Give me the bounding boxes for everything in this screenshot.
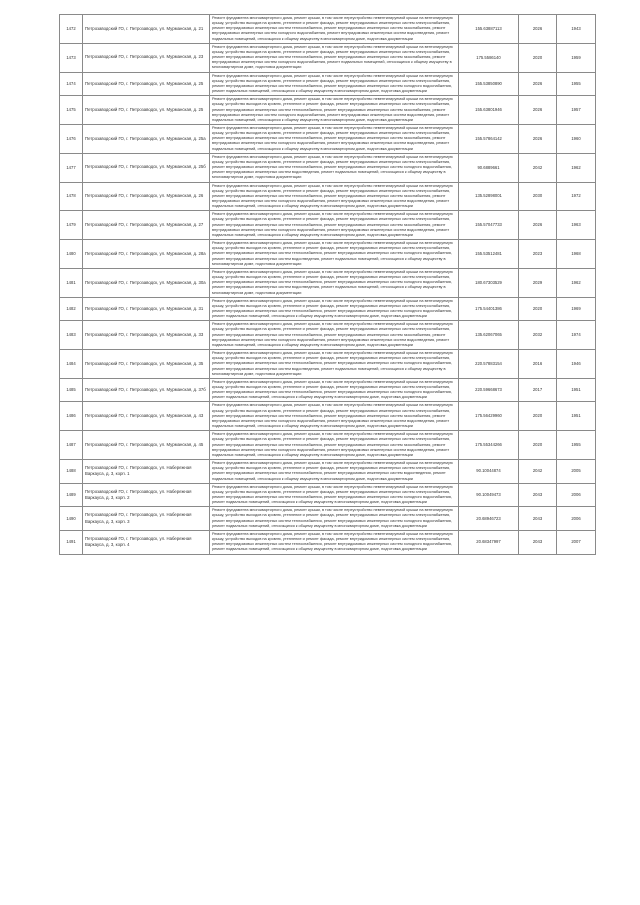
cost-value-cell: 220.59668673 [459,378,519,402]
cost-value-cell: 155.57047733 [459,211,519,240]
build-year-cell: 1943 [557,15,596,44]
address-cell: Петрозаводский ГО, г. Петрозаводск, ул. Мурманская, д. 23 [83,43,210,72]
row-number-cell: 1480 [60,240,83,269]
works-description-cell: Ремонт фундамента многоквартирного дома, ремонт крыши, в том числе переустройство невентилируемой крыши на вентилируемую крышу, устройство выходов на кровлю, утепление и ремонт фасада, ремонт внутридомовых инженерных систем электроснабжения, ремонт внутридомовых инженерных систем теплоснабжения, ремонт внутридомовых инженерных систем холодного водоснабжения, ремонт подвальных помещений, относящихся к общему имуществу в многоквартирном доме, подготовка документации [210,483,459,507]
row-number-cell: 1485 [60,378,83,402]
works-description-cell: Ремонт фундамента многоквартирного дома, ремонт крыши, в том числе переустройство невентилируемой крыши на вентилируемую крышу, устройство выходов на кровлю, утепление и ремонт фасада, ремонт внутридомовых инженерных систем электроснабжения, ремонт внутридомовых инженерных систем теплоснабжения, ремонт внутридомовых инженерных систем водоотведения, ремонт подвальных помещений, относящихся к общему имуществу в многоквартирном доме, подготовка документации [210,460,459,484]
works-description-cell: Ремонт фундамента многоквартирного дома, ремонт крыши, в том числе переустройство невентилируемой крыши на вентилируемую крышу, устройство выходов на кровлю, утепление и ремонт фасада, ремонт внутридомовых инженерных систем электроснабжения, ремонт внутридомовых инженерных систем теплоснабжения, ремонт внутридомовых инженерных систем газоснабжения, ремонт внутридомовых инженерных систем холодного водоснабжения, ремонт внутридомовых инженерных систем водоотведения, ремонт подвальных помещений, относящихся к общему имуществу в многоквартирном доме, подготовка документации [210,182,459,211]
planned-year-cell: 2026 [519,72,557,96]
table-row [60,15,596,44]
address-cell: Петрозаводский ГО, г. Петрозаводск, ул. Мурманская, д. 45 [83,431,210,460]
planned-year-cell: 2030 [519,182,557,211]
cost-value-cell: 90.10049473 [459,483,519,507]
cost-value-cell: 180.67303529 [459,268,519,297]
build-year-cell: 1972 [557,182,596,211]
address-cell: Петрозаводский ГО, г. Петрозаводск, ул. Мурманская, д. 30а [83,268,210,297]
row-number-cell: 1490 [60,507,83,531]
address-cell: Петрозаводский ГО, г. Петрозаводск, ул. Мурманская, д. 37б [83,378,210,402]
table-row [60,483,596,507]
row-number-cell: 1491 [60,530,83,554]
table-row [60,297,596,321]
capital-repair-table [59,14,596,555]
planned-year-cell: 2020 [519,431,557,460]
cost-value-cell: 20.68347997 [459,530,519,554]
address-cell: Петрозаводский ГО, г. Петрозаводск, ул. Мурманская, д. 27 [83,211,210,240]
table-row [60,43,596,72]
build-year-cell: 1960 [557,124,596,153]
table-row [60,124,596,153]
row-number-cell: 1479 [60,211,83,240]
address-cell: Петрозаводский ГО, г. Петрозаводск, ул. Набережная Варкауса, д. 3, корп. 4 [83,530,210,554]
cost-value-cell: 175.56429960 [459,402,519,431]
build-year-cell: 1951 [557,402,596,431]
works-description-cell: Ремонт фундамента многоквартирного дома, ремонт крыши, в том числе переустройство невентилируемой крыши на вентилируемую крышу, устройство выходов на кровлю, утепление и ремонт фасада, ремонт внутридомовых инженерных систем электроснабжения, ремонт внутридомовых инженерных систем теплоснабжения, ремонт внутридомовых инженерных систем газоснабжения, ремонт внутридомовых инженерных систем холодного водоснабжения, ремонт внутридомовых инженерных систем водоотведения, ремонт подвальных помещений, относящихся к общему имуществу в многоквартирном доме, подготовка документации [210,96,459,125]
row-number-cell: 1488 [60,460,83,484]
planned-year-cell: 2020 [519,43,557,72]
build-year-cell: 1969 [557,297,596,321]
works-description-cell: Ремонт фундамента многоквартирного дома, ремонт крыши, в том числе переустройство невентилируемой крыши на вентилируемую крышу, устройство выходов на кровлю, утепление и ремонт фасада, ремонт внутридомовых инженерных систем электроснабжения, ремонт внутридомовых инженерных систем теплоснабжения, ремонт внутридомовых инженерных систем холодного водоснабжения, ремонт подвальных помещений, относящихся к общему имуществу в многоквартирном доме, подготовка документации [210,378,459,402]
row-number-cell: 1482 [60,297,83,321]
cost-value-cell: 135.52898001 [459,182,519,211]
row-number-cell: 1474 [60,72,83,96]
row-number-cell: 1472 [60,15,83,44]
works-description-cell: Ремонт фундамента многоквартирного дома, ремонт крыши, в том числе переустройство невентилируемой крыши на вентилируемую крышу, устройство выходов на кровлю, утепление и ремонт фасада, ремонт внутридомовых инженерных систем электроснабжения, ремонт внутридомовых инженерных систем теплоснабжения, ремонт внутридомовых инженерных систем холодного водоснабжения, ремонт подвальных помещений, относящихся к общему имуществу в многоквартирном доме, подготовка документации [210,530,459,554]
build-year-cell: 1946 [557,350,596,379]
planned-year-cell: 2043 [519,507,557,531]
table-body [60,15,596,555]
build-year-cell: 1962 [557,153,596,182]
address-cell: Петрозаводский ГО, г. Петрозаводск, ул. Набережная Варкауса, д. 3, корп. 2 [83,483,210,507]
cost-value-cell: 135.62067065 [459,321,519,350]
build-year-cell: 2005 [557,460,596,484]
table-row [60,268,596,297]
planned-year-cell: 2043 [519,483,557,507]
works-description-cell: Ремонт фундамента многоквартирного дома, ремонт крыши, в том числе переустройство невентилируемой крыши на вентилируемую крышу, устройство выходов на кровлю, утепление и ремонт фасада, ремонт внутридомовых инженерных систем электроснабжения, ремонт внутридомовых инженерных систем теплоснабжения, ремонт внутридомовых инженерных систем газоснабжения, ремонт внутридомовых инженерных систем холодного водоснабжения, ремонт внутридомовых инженерных систем водоотведения, ремонт подвальных помещений, относящихся к общему имуществу в многоквартирном доме, подготовка документации [210,124,459,153]
planned-year-cell: 2020 [519,297,557,321]
table-row [60,402,596,431]
build-year-cell: 2006 [557,483,596,507]
address-cell: Петрозаводский ГО, г. Петрозаводск, ул. Мурманская, д. 25 [83,96,210,125]
address-cell: Петрозаводский ГО, г. Петрозаводск, ул. Мурманская, д. 25а [83,124,210,153]
planned-year-cell: 2023 [519,240,557,269]
cost-value-cell: 20.68946723 [459,507,519,531]
build-year-cell: 2007 [557,530,596,554]
planned-year-cell: 2026 [519,124,557,153]
planned-year-cell: 2042 [519,153,557,182]
table-row [60,507,596,531]
build-year-cell: 1959 [557,43,596,72]
cost-value-cell: 175.54401386 [459,297,519,321]
register-table-page [59,14,581,555]
planned-year-cell: 2042 [519,460,557,484]
cost-value-cell: 175.5586140 [459,43,519,72]
row-number-cell: 1481 [60,268,83,297]
build-year-cell: 2006 [557,507,596,531]
cost-value-cell: 90.6889661 [459,153,519,182]
table-row [60,211,596,240]
table-row [60,153,596,182]
planned-year-cell: 2026 [519,15,557,44]
works-description-cell: Ремонт фундамента многоквартирного дома, ремонт крыши, в том числе переустройство невентилируемой крыши на вентилируемую крышу, устройство выходов на кровлю, утепление и ремонт фасада, ремонт внутридомовых инженерных систем электроснабжения, ремонт внутридомовых инженерных систем теплоснабжения, ремонт внутридомовых инженерных систем холодного водоснабжения, ремонт подвальных помещений, относящихся к общему имуществу в многоквартирном доме, подготовка документации [210,297,459,321]
cost-value-cell: 175.55344266 [459,431,519,460]
build-year-cell: 1962 [557,268,596,297]
works-description-cell: Ремонт фундамента многоквартирного дома, ремонт крыши, в том числе переустройство невентилируемой крыши на вентилируемую крышу, устройство выходов на кровлю, утепление и ремонт фасада, ремонт внутридомовых инженерных систем электроснабжения, ремонт внутридомовых инженерных систем теплоснабжения, ремонт внутридомовых инженерных систем газоснабжения, ремонт внутридомовых инженерных систем холодного водоснабжения, ремонт внутридомовых инженерных систем водоотведения, ремонт подвальных помещений, относящихся к общему имуществу в многоквартирном доме, подготовка документации [210,402,459,431]
works-description-cell: Ремонт фундамента многоквартирного дома, ремонт крыши, в том числе переустройство невентилируемой крыши на вентилируемую крышу, устройство выходов на кровлю, утепление и ремонт фасада, ремонт внутридомовых инженерных систем электроснабжения, ремонт внутридомовых инженерных систем теплоснабжения, ремонт внутридомовых инженерных систем газоснабжения, ремонт внутридомовых инженерных систем холодного водоснабжения, ремонт внутридомовых инженерных систем водоотведения, ремонт подвальных помещений, относящихся к общему имуществу в многоквартирном доме, подготовка документации [210,15,459,44]
cost-value-cell: 155.53850890 [459,72,519,96]
cost-value-cell: 155.63887113 [459,15,519,44]
build-year-cell: 1974 [557,321,596,350]
table-row [60,460,596,484]
planned-year-cell: 2032 [519,321,557,350]
row-number-cell: 1484 [60,350,83,379]
works-description-cell: Ремонт фундамента многоквартирного дома, ремонт крыши, в том числе переустройство невентилируемой крыши на вентилируемую крышу, устройство выходов на кровлю, утепление и ремонт фасада, ремонт внутридомовых инженерных систем электроснабжения, ремонт внутридомовых инженерных систем теплоснабжения, ремонт внутридомовых инженерных систем холодного водоснабжения, ремонт подвальных помещений, относящихся к общему имуществу в многоквартирном доме, подготовка документации [210,72,459,96]
row-number-cell: 1483 [60,321,83,350]
planned-year-cell: 2029 [519,268,557,297]
works-description-cell: Ремонт фундамента многоквартирного дома, ремонт крыши, в том числе переустройство невентилируемой крыши на вентилируемую крышу, устройство выходов на кровлю, утепление и ремонт фасада, ремонт внутридомовых инженерных систем электроснабжения, ремонт внутридомовых инженерных систем теплоснабжения, ремонт внутридомовых инженерных систем холодного водоснабжения, ремонт подвальных помещений, относящихся к общему имуществу в многоквартирном доме, подготовка документации [210,507,459,531]
table-row [60,321,596,350]
address-cell: Петрозаводский ГО, г. Петрозаводск, ул. Мурманская, д. 25б [83,153,210,182]
row-number-cell: 1475 [60,96,83,125]
row-number-cell: 1478 [60,182,83,211]
address-cell: Петрозаводский ГО, г. Петрозаводск, ул. Мурманская, д. 28а [83,240,210,269]
build-year-cell: 1957 [557,96,596,125]
build-year-cell: 1955 [557,431,596,460]
cost-value-cell: 155.57864142 [459,124,519,153]
planned-year-cell: 2020 [519,402,557,431]
works-description-cell: Ремонт фундамента многоквартирного дома, ремонт крыши, в том числе переустройство невентилируемой крыши на вентилируемую крышу, устройство выходов на кровлю, утепление и ремонт фасада, ремонт внутридомовых инженерных систем электроснабжения, ремонт внутридомовых инженерных систем теплоснабжения, ремонт внутридомовых инженерных систем газоснабжения, ремонт внутридомовых инженерных систем холодного водоснабжения, ремонт внутридомовых инженерных систем водоотведения, ремонт подвальных помещений, относящихся к общему имуществу в многоквартирном доме, подготовка документации [210,321,459,350]
planned-year-cell: 2026 [519,211,557,240]
address-cell: Петрозаводский ГО, г. Петрозаводск, ул. Набережная Варкауса, д. 3, корп. 3 [83,507,210,531]
planned-year-cell: 2026 [519,96,557,125]
address-cell: Петрозаводский ГО, г. Петрозаводск, ул. Мурманская, д. 33 [83,321,210,350]
table-row [60,350,596,379]
table-row [60,431,596,460]
build-year-cell: 1951 [557,378,596,402]
row-number-cell: 1477 [60,153,83,182]
works-description-cell: Ремонт фундамента многоквартирного дома, ремонт крыши, в том числе переустройство невентилируемой крыши на вентилируемую крышу, устройство выходов на кровлю, утепление и ремонт фасада, ремонт внутридомовых инженерных систем электроснабжения, ремонт внутридомовых инженерных систем теплоснабжения, ремонт внутридомовых инженерных систем газоснабжения, ремонт внутридомовых инженерных систем холодного водоснабжения, ремонт внутридомовых инженерных систем водоотведения, ремонт подвальных помещений, относящихся к общему имуществу в многоквартирном доме, подготовка документации [210,211,459,240]
table-row [60,72,596,96]
planned-year-cell: 2043 [519,530,557,554]
table-row [60,96,596,125]
cost-value-cell: 155.63801946 [459,96,519,125]
row-number-cell: 1473 [60,43,83,72]
row-number-cell: 1487 [60,431,83,460]
works-description-cell: Ремонт фундамента многоквартирного дома, ремонт крыши, в том числе переустройство невентилируемой крыши на вентилируемую крышу, устройство выходов на кровлю, утепление и ремонт фасада, ремонт внутридомовых инженерных систем электроснабжения, ремонт внутридомовых инженерных систем теплоснабжения, ремонт внутридомовых инженерных систем холодного водоснабжения, ремонт внутридомовых инженерных систем водоотведения, ремонт подвальных помещений, относящихся к общему имуществу в многоквартирном доме, подготовка документации [210,350,459,379]
address-cell: Петрозаводский ГО, г. Петрозаводск, ул. Мурманская, д. 26 [83,182,210,211]
address-cell: Петрозаводский ГО, г. Петрозаводск, ул. Мурманская, д. 21 [83,15,210,44]
table-row [60,182,596,211]
works-description-cell: Ремонт фундамента многоквартирного дома, ремонт крыши, в том числе переустройство невентилируемой крыши на вентилируемую крышу, устройство выходов на кровлю, утепление и ремонт фасада, ремонт внутридомовых инженерных систем электроснабжения, ремонт внутридомовых инженерных систем теплоснабжения, ремонт внутридомовых инженерных систем газоснабжения, ремонт внутридомовых инженерных систем холодного водоснабжения, ремонт внутридомовых инженерных систем водоотведения, ремонт подвальных помещений, относящихся к общему имуществу в многоквартирном доме, подготовка документации [210,431,459,460]
address-cell: Петрозаводский ГО, г. Петрозаводск, ул. Мурманская, д. 43 [83,402,210,431]
planned-year-cell: 2017 [519,378,557,402]
row-number-cell: 1476 [60,124,83,153]
cost-value-cell: 155.53512481 [459,240,519,269]
build-year-cell: 1955 [557,72,596,96]
table-row [60,530,596,554]
address-cell: Петрозаводский ГО, г. Петрозаводск, ул. Мурманская, д. 31 [83,297,210,321]
address-cell: Петрозаводский ГО, г. Петрозаводск, ул. Мурманская, д. 25 [83,72,210,96]
table-row [60,378,596,402]
works-description-cell: Ремонт фундамента многоквартирного дома, ремонт крыши, в том числе переустройство невентилируемой крыши на вентилируемую крышу, устройство выходов на кровлю, утепление и ремонт фасада, ремонт внутридомовых инженерных систем электроснабжения, ремонт внутридомовых инженерных систем теплоснабжения, ремонт внутридомовых инженерных систем холодного водоснабжения, ремонт внутридомовых инженерных систем водоотведения, ремонт подвальных помещений, относящихся к общему имуществу в многоквартирном доме, подготовка документации [210,240,459,269]
works-description-cell: Ремонт фундамента многоквартирного дома, ремонт крыши, в том числе переустройство невентилируемой крыши на вентилируемую крышу, устройство выходов на кровлю, утепление и ремонт фасада, ремонт внутридомовых инженерных систем электроснабжения, ремонт внутридомовых инженерных систем теплоснабжения, ремонт внутридомовых инженерных систем газоснабжения, ремонт внутридомовых инженерных систем холодного водоснабжения, ремонт подвальных помещений, относящихся к общему имуществу в многоквартирном доме, подготовка документации [210,43,459,72]
row-number-cell: 1489 [60,483,83,507]
works-description-cell: Ремонт фундамента многоквартирного дома, ремонт крыши, в том числе переустройство невентилируемой крыши на вентилируемую крышу, устройство выходов на кровлю, утепление и ремонт фасада, ремонт внутридомовых инженерных систем электроснабжения, ремонт внутридомовых инженерных систем теплоснабжения, ремонт внутридомовых инженерных систем холодного водоснабжения, ремонт внутридомовых инженерных систем водоотведения, ремонт подвальных помещений, относящихся к общему имуществу в многоквартирном доме, подготовка документации [210,153,459,182]
planned-year-cell: 2016 [519,350,557,379]
address-cell: Петрозаводский ГО, г. Петрозаводск, ул. Мурманская, д. 35 [83,350,210,379]
table-row [60,240,596,269]
row-number-cell: 1486 [60,402,83,431]
build-year-cell: 1968 [557,240,596,269]
works-description-cell: Ремонт фундамента многоквартирного дома, ремонт крыши, в том числе переустройство невентилируемой крыши на вентилируемую крышу, устройство выходов на кровлю, утепление и ремонт фасада, ремонт внутридомовых инженерных систем электроснабжения, ремонт внутридомовых инженерных систем теплоснабжения, ремонт внутридомовых инженерных систем холодного водоснабжения, ремонт внутридомовых инженерных систем водоотведения, ремонт подвальных помещений, относящихся к общему имуществу в многоквартирном доме, подготовка документации [210,268,459,297]
address-cell: Петрозаводский ГО, г. Петрозаводск, ул. Набережная Варкауса, д. 3, корп. 1 [83,460,210,484]
build-year-cell: 1963 [557,211,596,240]
cost-value-cell: 90.10044874 [459,460,519,484]
cost-value-cell: 220.57883154 [459,350,519,379]
